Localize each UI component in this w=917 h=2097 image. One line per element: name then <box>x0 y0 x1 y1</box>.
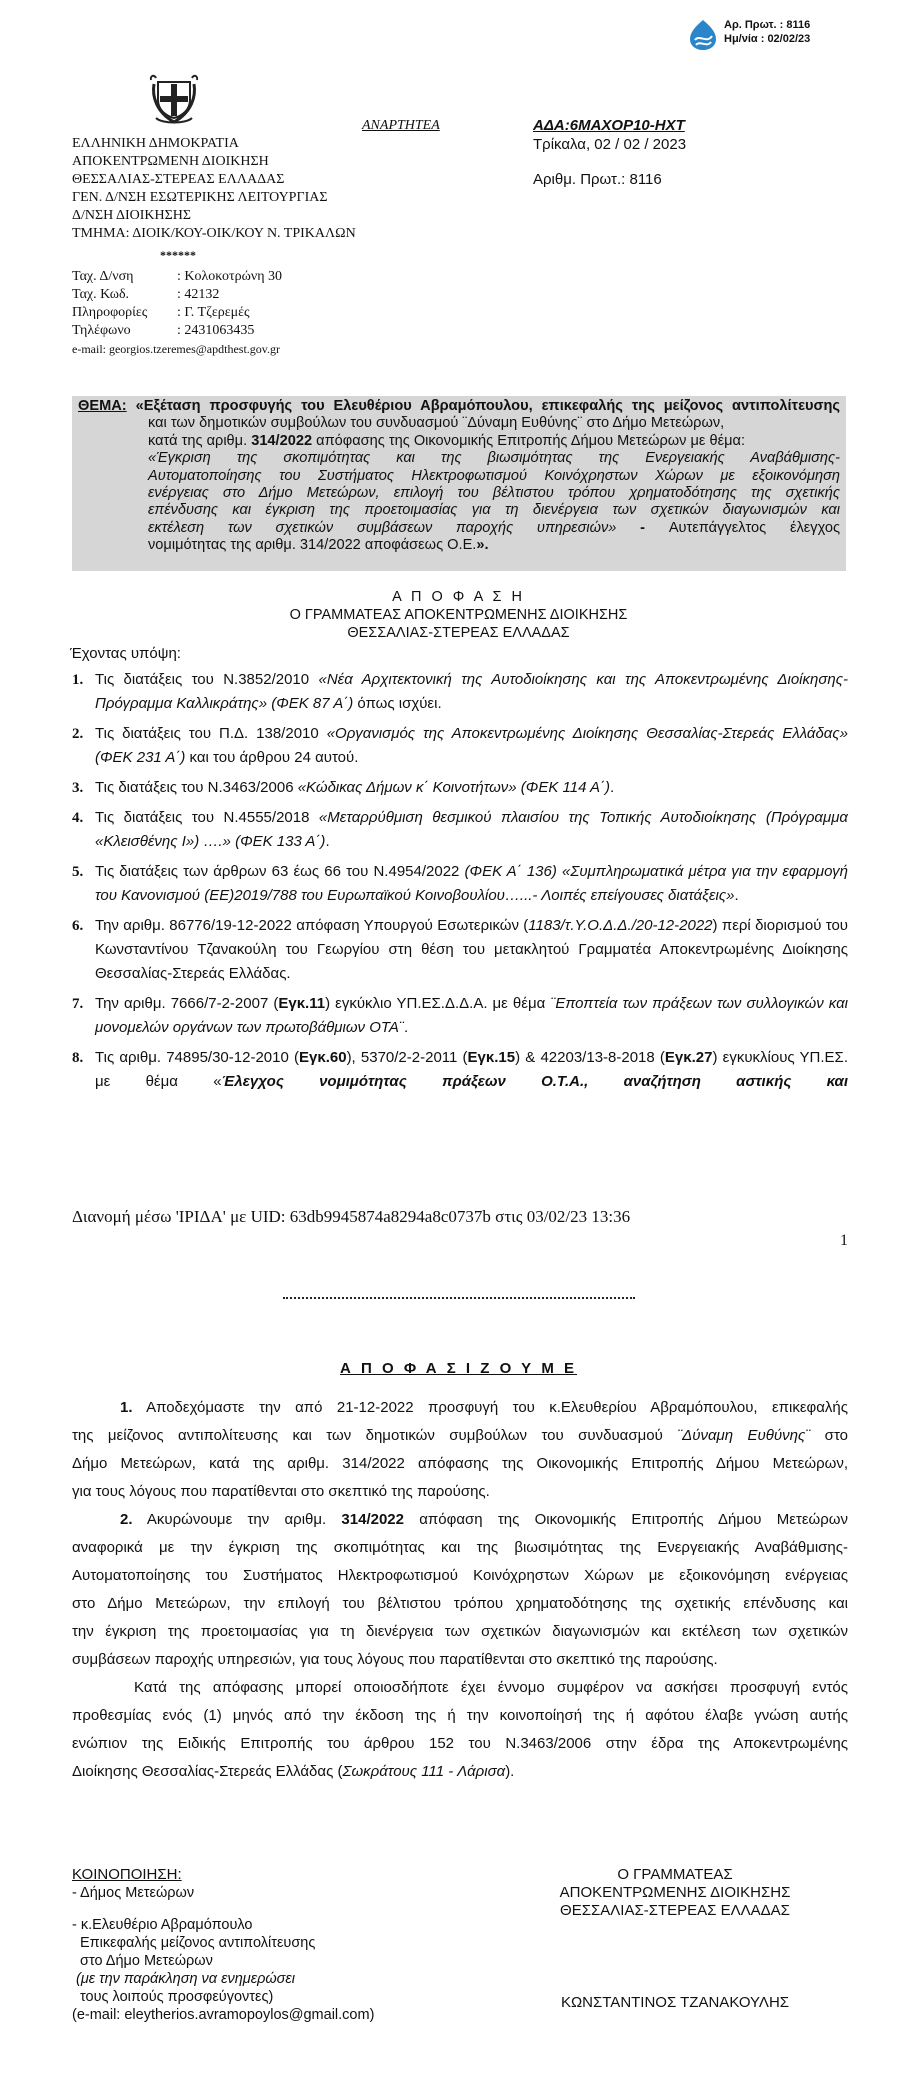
contact-label: Ταχ. Δ/νση <box>72 269 134 284</box>
item-text: Τις διατάξεις του Ν.3463/2006 <box>95 779 298 796</box>
paragraph-line: Δήμο Μετεώρων, κατά της αριθμ. 314/2022 απόφασης της Οικονομικής Επιτροπής Δήμου Μετεώρων, <box>72 1455 848 1472</box>
contact-value: : Γ. Τζερεμές <box>177 305 250 320</box>
decision-authority: Ο ΓΡΑΜΜΑΤΕΑΣ ΑΠΟΚΕΝΤΡΩΜΕΝΗΣ ΔΙΟΙΚΗΣΗΣ <box>289 607 628 623</box>
issuer-line: ΤΜΗΜΑ: ΔΙΟΙΚ/ΚΟΥ-ΟΙΚ/ΚΟΥ Ν. ΤΡΙΚΑΛΩΝ <box>72 226 356 241</box>
item-number: 6. <box>72 918 84 934</box>
item-number: 3. <box>72 780 84 796</box>
subject-line: και των δημοτικών συμβούλων του συνδυασμού ¨Δύναμη Ευθύνης¨ στο Δήμο Μετεώρων, <box>148 415 725 432</box>
item-text: . <box>610 779 615 796</box>
item-text: Εγκ.27 <box>664 1049 713 1066</box>
contact-row <box>72 268 282 286</box>
paragraph-line: στο Δήμο Μετεώρων, την επιλογή του βέλτιστου τρόπου χρηματοδότησης της σχετικής επένδυσης και <box>72 1595 848 1612</box>
contact-label: Τηλέφωνο <box>72 323 131 338</box>
item-text: Την αριθμ. 7666/7-2-2007 ( <box>95 995 279 1012</box>
page-number: 1 <box>840 1232 848 1249</box>
contact-row <box>72 286 282 304</box>
paragraph-line: Κατά της απόφασης μπορεί οποιοσδήποτε έχει έννομο συμφέρον να ασκήσει προσφυγή εντός <box>134 1679 848 1696</box>
decision-point-1 <box>72 1394 848 1506</box>
point-number: 2. <box>120 1511 133 1528</box>
notification-line: (με την παράκληση να ενημερώσει <box>76 1971 296 1987</box>
subject-text: - <box>616 519 669 536</box>
contact-label: Πληροφορίες <box>72 305 148 320</box>
issuer-line: ΑΠΟΚΕΝΤΡΩΜΕΝΗ ΔΙΟΙΚΗΣΗ <box>72 154 269 169</box>
paragraph-text: Διοίκησης Θεσσαλίας-Στερεάς Ελλάδας ( <box>72 1763 343 1780</box>
subject-text: εκτέλεση των σχετικών συμβάσεων παροχής υπηρεσιών» <box>148 519 617 536</box>
item-text: και του άρθρου 24 αυτού. <box>185 749 359 766</box>
notification-line: (e-mail: eleytherios.avramopoylos@gmail.com) <box>72 2007 375 2023</box>
notification-title: ΚΟΙΝΟΠΟΙΗΣΗ: <box>72 1866 182 1883</box>
item-text: Τις διατάξεις του Ν.3852/2010 <box>95 671 319 688</box>
list-item <box>72 776 848 800</box>
appeal-notice <box>72 1674 848 1786</box>
paragraph-line: ενώπιον της Ειδικής Επιτροπής του άρθρου 152 του Ν.3463/2006 στην έδρα της Αποκεντρωμένης <box>72 1735 848 1752</box>
paragraph-text: απόφαση της Οικονομικής Επιτροπής Δήμου Μετεώρων <box>404 1511 848 1528</box>
decision-title: Α Π Ο Φ Α Σ Η <box>392 589 525 605</box>
item-text: Εγκ.15 <box>467 1049 516 1066</box>
contact-row <box>72 304 282 322</box>
place-date: Τρίκαλα, 02 / 02 / 2023 <box>533 136 687 153</box>
issuer-line: ΓΕΝ. Δ/ΝΣΗ ΕΣΩΤΕΡΙΚΗΣ ΛΕΙΤΟΥΡΓΙΑΣ <box>72 190 328 205</box>
decision-point-2 <box>72 1506 848 1674</box>
signature-title: ΘΕΣΣΑΛΙΑΣ-ΣΤΕΡΕΑΣ ΕΛΛΑΔΑΣ <box>560 1902 790 1919</box>
item-text: «Οργανισμός της Αποκεντρωμένης Διοίκησης Θεσσαλίας-Στερεάς Ελλάδας» (ΦΕΚ 231 Α΄) <box>95 725 849 766</box>
protocol-stamp-logo <box>688 18 718 52</box>
item-number: 2. <box>72 726 84 742</box>
subject-label: ΘΕΜΑ: <box>78 398 127 414</box>
item-text: ¨Εποπτεία των πράξεων των συλλογικών και μονομελών οργάνων των πρωτοβάθμιων ΟΤΑ¨ <box>95 995 848 1036</box>
item-text: ) & 42203/13-8-2018 ( <box>515 1049 665 1066</box>
iris-distribution-note: Διανομή μέσω 'ΙΡΙΔΑ' με UID: 63db9945874a8294a8c0737b στις 03/02/23 13:36 <box>72 1207 631 1226</box>
contact-row <box>72 322 282 340</box>
paragraph-text: ). <box>505 1763 515 1780</box>
paragraph-line: την έγκριση της προετοιμασίας για τη διενέργεια των σχετικών διαγωνισμών και εκτέλεση των σχετικών <box>72 1623 848 1640</box>
item-text: ) περί διορισμού του Κωνσταντίνου Τζανακούλη του Γεωργίου στη θέση του μετακλητού Γραμματέα Αποκεντρωμένης Διοίκησης Θεσσαλίας-Στερεάς Ελλάδας. <box>95 917 848 982</box>
paragraph-line: Αυτοματοποίησης του Συστήματος Ηλεκτροφωτισμού Κοινόχρηστων Χώρων με εξοικονόμηση ενέργειας <box>72 1567 848 1584</box>
subject-line <box>78 520 840 537</box>
separator-stars: ****** <box>160 248 196 262</box>
spacer <box>72 1902 374 1916</box>
paragraph-text: Αποδεχόμαστε την από 21-12-2022 προσφυγή του κ.Ελευθερίου Αβραμόπουλου, επικεφαλής <box>132 1399 848 1416</box>
page-separator <box>283 1297 635 1299</box>
item-text: «Κώδικας Δήμων κ΄ Κοινοτήτων» (ΦΕΚ 114 Α΄) <box>297 779 611 796</box>
paragraph-text: Σωκράτους 111 - Λάρισα <box>342 1763 506 1780</box>
considerations-list <box>72 668 848 1100</box>
item-text: «Μεταρρύθμιση θεσμικού πλαισίου της Τοπικής Αυτοδιοίκησης (Πρόγραμμα «Κλεισθένης Ι») ….» (ΦΕΚ 133 Α΄) <box>95 809 848 850</box>
subject-line: «Έγκριση της σκοπιμότητας και της βιωσιμότητας της Ενεργειακής Αναβάθμισης- <box>148 450 840 467</box>
item-text: Εγκ.11 <box>278 995 326 1012</box>
list-item <box>72 668 848 716</box>
issuer-line: ΘΕΣΣΑΛΙΑΣ-ΣΤΕΡΕΑΣ ΕΛΛΑΔΑΣ <box>72 172 285 187</box>
paragraph-line: αναφορικά με την έγκριση της σκοπιμότητας και της βιωσιμότητας της Ενεργειακής Αναβάθμισης- <box>72 1539 848 1556</box>
item-number: 8. <box>72 1050 84 1066</box>
issuer-line: ΕΛΛΗΝΙΚΗ ΔΗΜΟΚΡΑΤΙΑ <box>72 136 239 151</box>
subject-decision-number: 314/2022 <box>251 432 313 449</box>
subject-text: ». <box>476 537 489 554</box>
item-text: «Νέα Αρχιτεκτονική της Αυτοδιοίκησης και της Αποκεντρωμένης Διοίκησης-Πρόγραμμα Καλλικράτης» (ΦΕΚ 87 Α΄) <box>95 671 848 712</box>
contact-email: e-mail: georgios.tzeremes@apdthest.gov.gr <box>72 342 280 356</box>
notification-line: Επικεφαλής μείζονος αντιπολίτευσης <box>80 1935 316 1951</box>
contact-value: : Κολοκοτρώνη 30 <box>177 269 283 284</box>
item-text: . <box>734 887 739 904</box>
point-number: 1. <box>120 1399 133 1416</box>
considering-intro: Έχοντας υπόψη: <box>70 645 181 662</box>
subject-line: επένδυσης και έγκριση της προετοιμασίας για τη διενέργεια των σχετικών διαγωνισμών και <box>148 502 840 519</box>
list-item <box>72 914 848 986</box>
item-text: Τις διατάξεις του Π.Δ. 138/2010 <box>95 725 327 742</box>
item-text: ), 5370/2-2-2011 ( <box>346 1049 468 1066</box>
protocol-stamp-text <box>724 18 810 46</box>
stamp-prot: Αρ. Πρωτ. : 8116 <box>724 19 811 31</box>
subject-text: «Εξέταση προσφυγής του Ελευθέριου Αβραμόπουλου, επικεφαλής της μείζονος αντιπολίτευσης <box>135 398 840 414</box>
item-text: Εγκ.60 <box>298 1049 347 1066</box>
contact-block <box>72 268 282 358</box>
item-number: 7. <box>72 996 84 1012</box>
subject-line <box>78 398 840 415</box>
subject-line: Αυτοματοποίησης του Συστήματος Ηλεκτροφωτισμού Κοινόχρηστων Χώρων με εξοικονόμηση <box>148 467 840 484</box>
item-text: ) εγκύκλιο ΥΠ.ΕΣ.Δ.Δ.Α. με θέμα <box>325 995 551 1012</box>
list-item <box>72 860 848 908</box>
item-text: ) εγκυκλίους ΥΠ.ΕΣ. με θέμα « <box>95 1049 848 1090</box>
paragraph-line: συμβάσεων παροχής υπηρεσιών, για τους λόγους που παρατίθενται στο σκεπτικό της παρούσης. <box>72 1651 718 1668</box>
paragraph-line: προθεσμίας ενός (1) μηνός από την έκδοση της ή την κοινοποίησή της ή αφότου έλαβε γνώση αυτής <box>72 1707 848 1724</box>
issuer-header <box>72 135 356 243</box>
contact-value: : 42132 <box>177 287 220 302</box>
paragraph-line <box>72 1422 848 1450</box>
notification-line: τους λοιπούς προσφεύγοντες) <box>80 1989 274 2005</box>
signatory-name: ΚΩΝΣΤΑΝΤΙΝΟΣ ΤΖΑΝΑΚΟΥΛΗΣ <box>560 1994 790 2011</box>
item-number: 4. <box>72 810 84 826</box>
paragraph-text: 314/2022 <box>341 1511 404 1528</box>
contact-value: : 2431063435 <box>177 323 255 338</box>
item-text: Έλεγχος νομιμότητας πράξεων Ο.Τ.Α., αναζήτηση αστικής και <box>221 1073 848 1090</box>
contact-label: Ταχ. Κωδ. <box>72 287 130 302</box>
notification-line: - Δήμος Μετεώρων <box>72 1885 195 1901</box>
paragraph-text: της μείζονος αντιπολίτευσης και των δημοτικών συμβούλων του συνδυασμού <box>72 1427 678 1444</box>
notification-line: στο Δήμο Μετεώρων <box>80 1953 213 1969</box>
protocol-number: Αριθμ. Πρωτ.: 8116 <box>533 171 662 188</box>
greek-emblem-icon <box>148 66 200 128</box>
we-decide-title: Α Π Ο Φ Α Σ Ι Ζ Ο Υ Μ Ε <box>340 1360 577 1377</box>
list-item <box>72 1046 848 1094</box>
subject-line <box>78 433 840 450</box>
subject-text: κατά της αριθμ. <box>148 432 252 449</box>
item-text: Τις διατάξεις των άρθρων 63 έως 66 του Ν.4954/2022 <box>95 863 465 880</box>
ada-code: ΑΔΑ:6ΜΑΧΟΡ10-ΗΧΤ <box>533 117 685 134</box>
subject-text: απόφασης της Οικονομικής Επιτροπής Δήμου Μετεώρων με θέμα: <box>312 432 746 449</box>
item-number: 1. <box>72 672 84 688</box>
stamp-date: Ημ/νία : 02/02/23 <box>724 33 811 45</box>
paragraph-line: για τους λόγους που παρατίθενται στο σκεπτικό της παρούσης. <box>72 1483 490 1500</box>
item-text: 1183/τ.Υ.Ο.Δ.Δ./20-12-2022 <box>528 917 713 934</box>
notification-list <box>72 1884 374 2024</box>
item-text: . <box>325 833 330 850</box>
item-text: . <box>403 1019 409 1036</box>
list-item <box>72 992 848 1040</box>
signature-title: ΑΠΟΚΕΝΤΡΩΜΕΝΗΣ ΔΙΟΙΚΗΣΗΣ <box>559 1884 791 1901</box>
list-item <box>72 806 848 854</box>
paragraph-text: ¨Δύναμη Ευθύνης¨ <box>677 1427 811 1444</box>
subject-text: νομιμότητας της αριθμ. 314/2022 αποφάσεως Ο.Ε. <box>148 537 477 554</box>
signature-block <box>515 1866 835 1920</box>
item-number: 5. <box>72 864 84 880</box>
subject-line: ενέργειας στο Δήμο Μετεώρων, επιλογή του βέλτιστου τρόπου χρηματοδότησης της σχετικής <box>148 485 840 502</box>
item-text: Την αριθμ. 86776/19-12-2022 απόφαση Υπουργού Εσωτερικών ( <box>95 917 529 934</box>
subject-line <box>78 537 840 554</box>
issuer-line: Δ/ΝΣΗ ΔΙΟΙΚΗΣΗΣ <box>72 208 192 223</box>
list-item <box>72 722 848 770</box>
public-post-label: ΑΝΑΡΤΗΤΕΑ <box>362 118 440 133</box>
paragraph-line <box>72 1394 848 1422</box>
item-text: Τις διατάξεις του Ν.4555/2018 <box>95 809 319 826</box>
item-text: όπως ισχύει. <box>353 695 442 712</box>
paragraph-line <box>72 1506 848 1534</box>
subject-text: Αυτεπάγγελτος έλεγχος <box>668 519 840 536</box>
subject-box <box>72 396 846 571</box>
notification-line: - κ.Ελευθέριο Αβραμόπουλο <box>72 1917 253 1933</box>
signature-title: Ο ΓΡΑΜΜΑΤΕΑΣ <box>617 1866 733 1883</box>
item-text: Τις αριθμ. 74895/30-12-2010 ( <box>95 1049 299 1066</box>
paragraph-text: στο <box>810 1427 848 1444</box>
item-text: (ΦΕΚ Α΄ 136) «Συμπληρωματικά μέτρα για την εφαρμογή του Κανονισμού (ΕΕ)2019/788 του Ευρωπαϊκού Κοινοβουλίου…...- Λοιπές επείγουσες διατάξεις» <box>95 863 848 904</box>
decision-region: ΘΕΣΣΑΛΙΑΣ-ΣΤΕΡΕΑΣ ΕΛΛΑΔΑΣ <box>347 625 570 641</box>
paragraph-text: Ακυρώνουμε την αριθμ. <box>132 1511 342 1528</box>
paragraph-line <box>72 1758 848 1786</box>
